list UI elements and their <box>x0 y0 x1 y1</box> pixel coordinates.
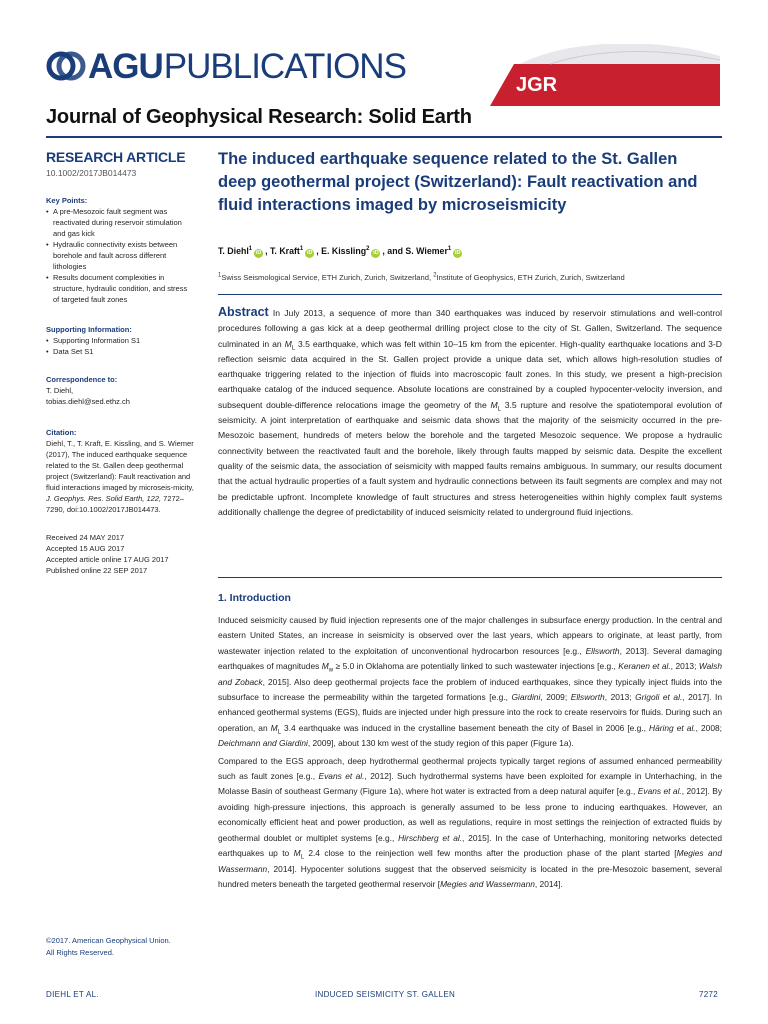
logo-agu-text: AGU <box>88 46 163 86</box>
header-divider <box>46 136 722 138</box>
article-dates <box>46 532 194 576</box>
abstract-top-divider <box>218 294 722 295</box>
section-heading-introduction: 1. Introduction <box>218 592 291 604</box>
article-type: RESEARCH ARTICLE <box>46 149 186 165</box>
abstract-heading: Abstract <box>218 305 269 319</box>
introduction-paragraph-2: Compared to the EGS approach, deep hydrothermal geothermal projects typically target regions of assumed enhanced permeability such as fault zones [e.g., Evans et al., 2012]. Such hydrothermal systems have been exploited for example in Unterhaching, in the Molasse Basin of southeast Germany (Figure 1a), where hot water is extracted from a deep natural aquifer [e.g., Evans et al., 2012]. By avoiding high-pressure injections, this approach is generally assumed to be less prone to inducing earthquakes. However, an economically efficient heat and power production, as well as regulations, require in most settings the reinjection of extracted fluids by geothermal doublet or multiplet systems [e.g., Hirschberg et al., 2015]. In the case of Unterhaching, monitoring networks detected earthquakes up to $M_L$ 2.4 close to the reinjection well few months after the production phase of the plant started [Megies and Wassermann, 2014]. Hypocenter solutions suggest that the observed seismicity is located in the pre-Mesozoic basement, several hundred meters beneath the targeted geothermal reservoir [Megies and Wassermann, 2014]. <box>218 755 723 889</box>
introduction-body <box>218 613 722 892</box>
key-point-item: • A pre-Mesozoic fault segment was reactivated during reservoir stimulation and gas kick <box>46 206 194 239</box>
correspondence-section <box>46 374 194 407</box>
introduction-paragraph-1: Induced seismicity caused by fluid injection represents one of the major challenges in subsurface energy production. In the central and eastern United States, an increase in seismicity is observed over the last years, which appears to originate, at least partly, from wastewater injection related to the exploitation of unconventional hydrocarbon resources [e.g., Ellsworth, 2013]. Several damaging earthquakes of magnitudes $M_w \ge 5.0$ in Oklahoma are potentially linked to such wastewater injections [e.g., Keranen et al., 2013; Walsh and Zoback, 2015]. Also deep geothermal projects face the problem of induced earthquakes, since they typically inject fluids into the subsurface to increase the permeability within the targeted formations [e.g., Giardini, 2009; Ellsworth, 2013; Grigoli et al., 2017]. In enhanced geothermal systems (EGS), fluids are injected under high pressure into the rock to create reservoirs for fluids. During such an operation, an $M_L$ 3.4 earthquake was induced in the crystalline basement beneath the city of Basel in 2006 [e.g., Häring et al., 2008; Deichmann and Giardini, 2009], about 130 km west of the study region of this paper (Figure 1a). <box>218 615 722 749</box>
orcid-icon[interactable]: iD <box>255 250 262 256</box>
correspondence-name: T. Diehl, <box>46 386 74 395</box>
key-point-item: • Hydraulic connectivity exists between borehole and fault across different lithologies <box>46 239 194 272</box>
orcid-icon[interactable]: iD <box>454 250 461 256</box>
author-name: E. Kissling <box>321 246 367 256</box>
footer-authors: DIEHL ET AL. <box>46 990 99 999</box>
copyright-notice: ©2017. American Geophysical Union. All Rights Reserved. <box>46 936 171 957</box>
supporting-info-section <box>46 324 194 357</box>
correspondence-email[interactable]: tobias.diehl@sed.ethz.ch <box>46 397 130 406</box>
jgr-badge-label: JGR <box>516 74 558 96</box>
author-list: T. Diehl$^1$iD , T. Kraft$^1$iD , E. Kissling$^2$iD , and S. Wiemer$^1$iD <box>218 246 461 256</box>
abstract-bottom-divider <box>218 577 722 578</box>
date-published: Published online 22 SEP 2017 <box>46 566 148 575</box>
citation-text: Diehl, T., T. Kraft, E. Kissling, and S. Wiemer (2017), The induced earthquake sequence related to the St. Gallen deep geothermal project (Switzerland): Fault reactivation and fluid interactions imaged by microseis-micity, J. Geophys. Res. Solid Earth, 122, 7272–7290, doi:10.1002/2017JB014473. <box>46 439 194 514</box>
orcid-icon[interactable]: iD <box>373 250 379 256</box>
correspondence-label: Correspondence to: <box>46 375 118 384</box>
agu-globe-icon <box>46 48 86 84</box>
affiliations: $^1$Swiss Seismological Service, ETH Zurich, Zurich, Switzerland, $^2$Institute of Geophysics, ETH Zurich, Zurich, Switzerland <box>218 272 625 282</box>
left-sidebar <box>46 148 194 576</box>
supporting-info-label: Supporting Information: <box>46 325 132 334</box>
author-name: T. Kraft <box>270 246 300 256</box>
supporting-info-item[interactable]: • Data Set S1 <box>46 346 194 357</box>
citation-label: Citation: <box>46 428 77 437</box>
page-number: 7272 <box>699 990 718 999</box>
author-name: S. Wiemer <box>405 246 448 256</box>
logo-publications-text: PUBLICATIONS <box>163 46 406 86</box>
article-title: The induced earthquake sequence related to the St. Gallen deep geothermal project (Switzerland): Fault reactivation and fluid interactions imaged by microseismicity <box>218 150 698 214</box>
journal-name: Journal of Geophysical Research: Solid Earth <box>46 106 472 128</box>
date-accepted-online: Accepted article online 17 AUG 2017 <box>46 555 169 564</box>
key-points-section <box>46 195 194 305</box>
key-points-list <box>46 206 194 305</box>
orcid-icon[interactable]: iD <box>306 250 313 256</box>
date-received: Received 24 MAY 2017 <box>46 533 125 542</box>
author-name: T. Diehl <box>218 246 249 256</box>
key-points-label: Key Points: <box>46 196 88 205</box>
article-doi[interactable]: 10.1002/2017JB014473 <box>46 168 137 178</box>
abstract-body: In July 2013, a sequence of more than 340 earthquakes was induced by reservoir stimulations and well-control procedures following a gas kick at a deep geothermal drilling project close to the city of St. Gallen, Switzerland. The sequence culminated in an $M_L$ 3.5 earthquake, which was felt within 10–15 km from the epicenter. High-quality earthquake locations and 3-D reflection seismic data acquired in the St. Gallen project provide a unique data set, which allows high-resolution studies of earthquake triggering related to the injection of fluids into macroscopic fault zones. In this study, we present a high-precision earthquake catalog of the induced sequence. Absolute locations are constrained by a coupled hypocenter-velocity inversion, and subsequent double-difference relocations image the geometry of the $M_L$ 3.5 rupture and resolve the spatiotemporal evolution of seismicity. A joint interpretation of earthquake and seismic data shows that the majority of the seismicity occurred in the pre-Mesozoic basement, hundreds of meters below the borehole and the targeted Mesozoic sequence. We propose a hydraulic connectivity between the reactivated fault and the borehole, likely through faults mapped by seismic data. Despite the excellent quality of the seismic data, the association of seismicity with mapped faults remains ambiguous. In summary, our results document that the actual hydraulic properties of a fault system and hydraulic connections between its fault segments are complex and may not be predictable upfront. Incomplete knowledge of fault structures and stress heterogeneities within highly complex fault systems additionally challenge the degree of predictability of induced seismicity related to underground fluid injections. <box>218 308 723 517</box>
footer-running-title: INDUCED SEISMICITY ST. GALLEN <box>315 990 456 999</box>
supporting-info-item[interactable]: • Supporting Information S1 <box>46 335 194 346</box>
agu-publications-logo <box>46 44 406 88</box>
date-accepted: Accepted 15 AUG 2017 <box>46 544 125 553</box>
citation-section <box>46 427 194 515</box>
key-point-item: • Results document complexities in structure, hydraulic condition, and stress of targeted fault zones <box>46 272 194 305</box>
abstract <box>218 305 722 520</box>
